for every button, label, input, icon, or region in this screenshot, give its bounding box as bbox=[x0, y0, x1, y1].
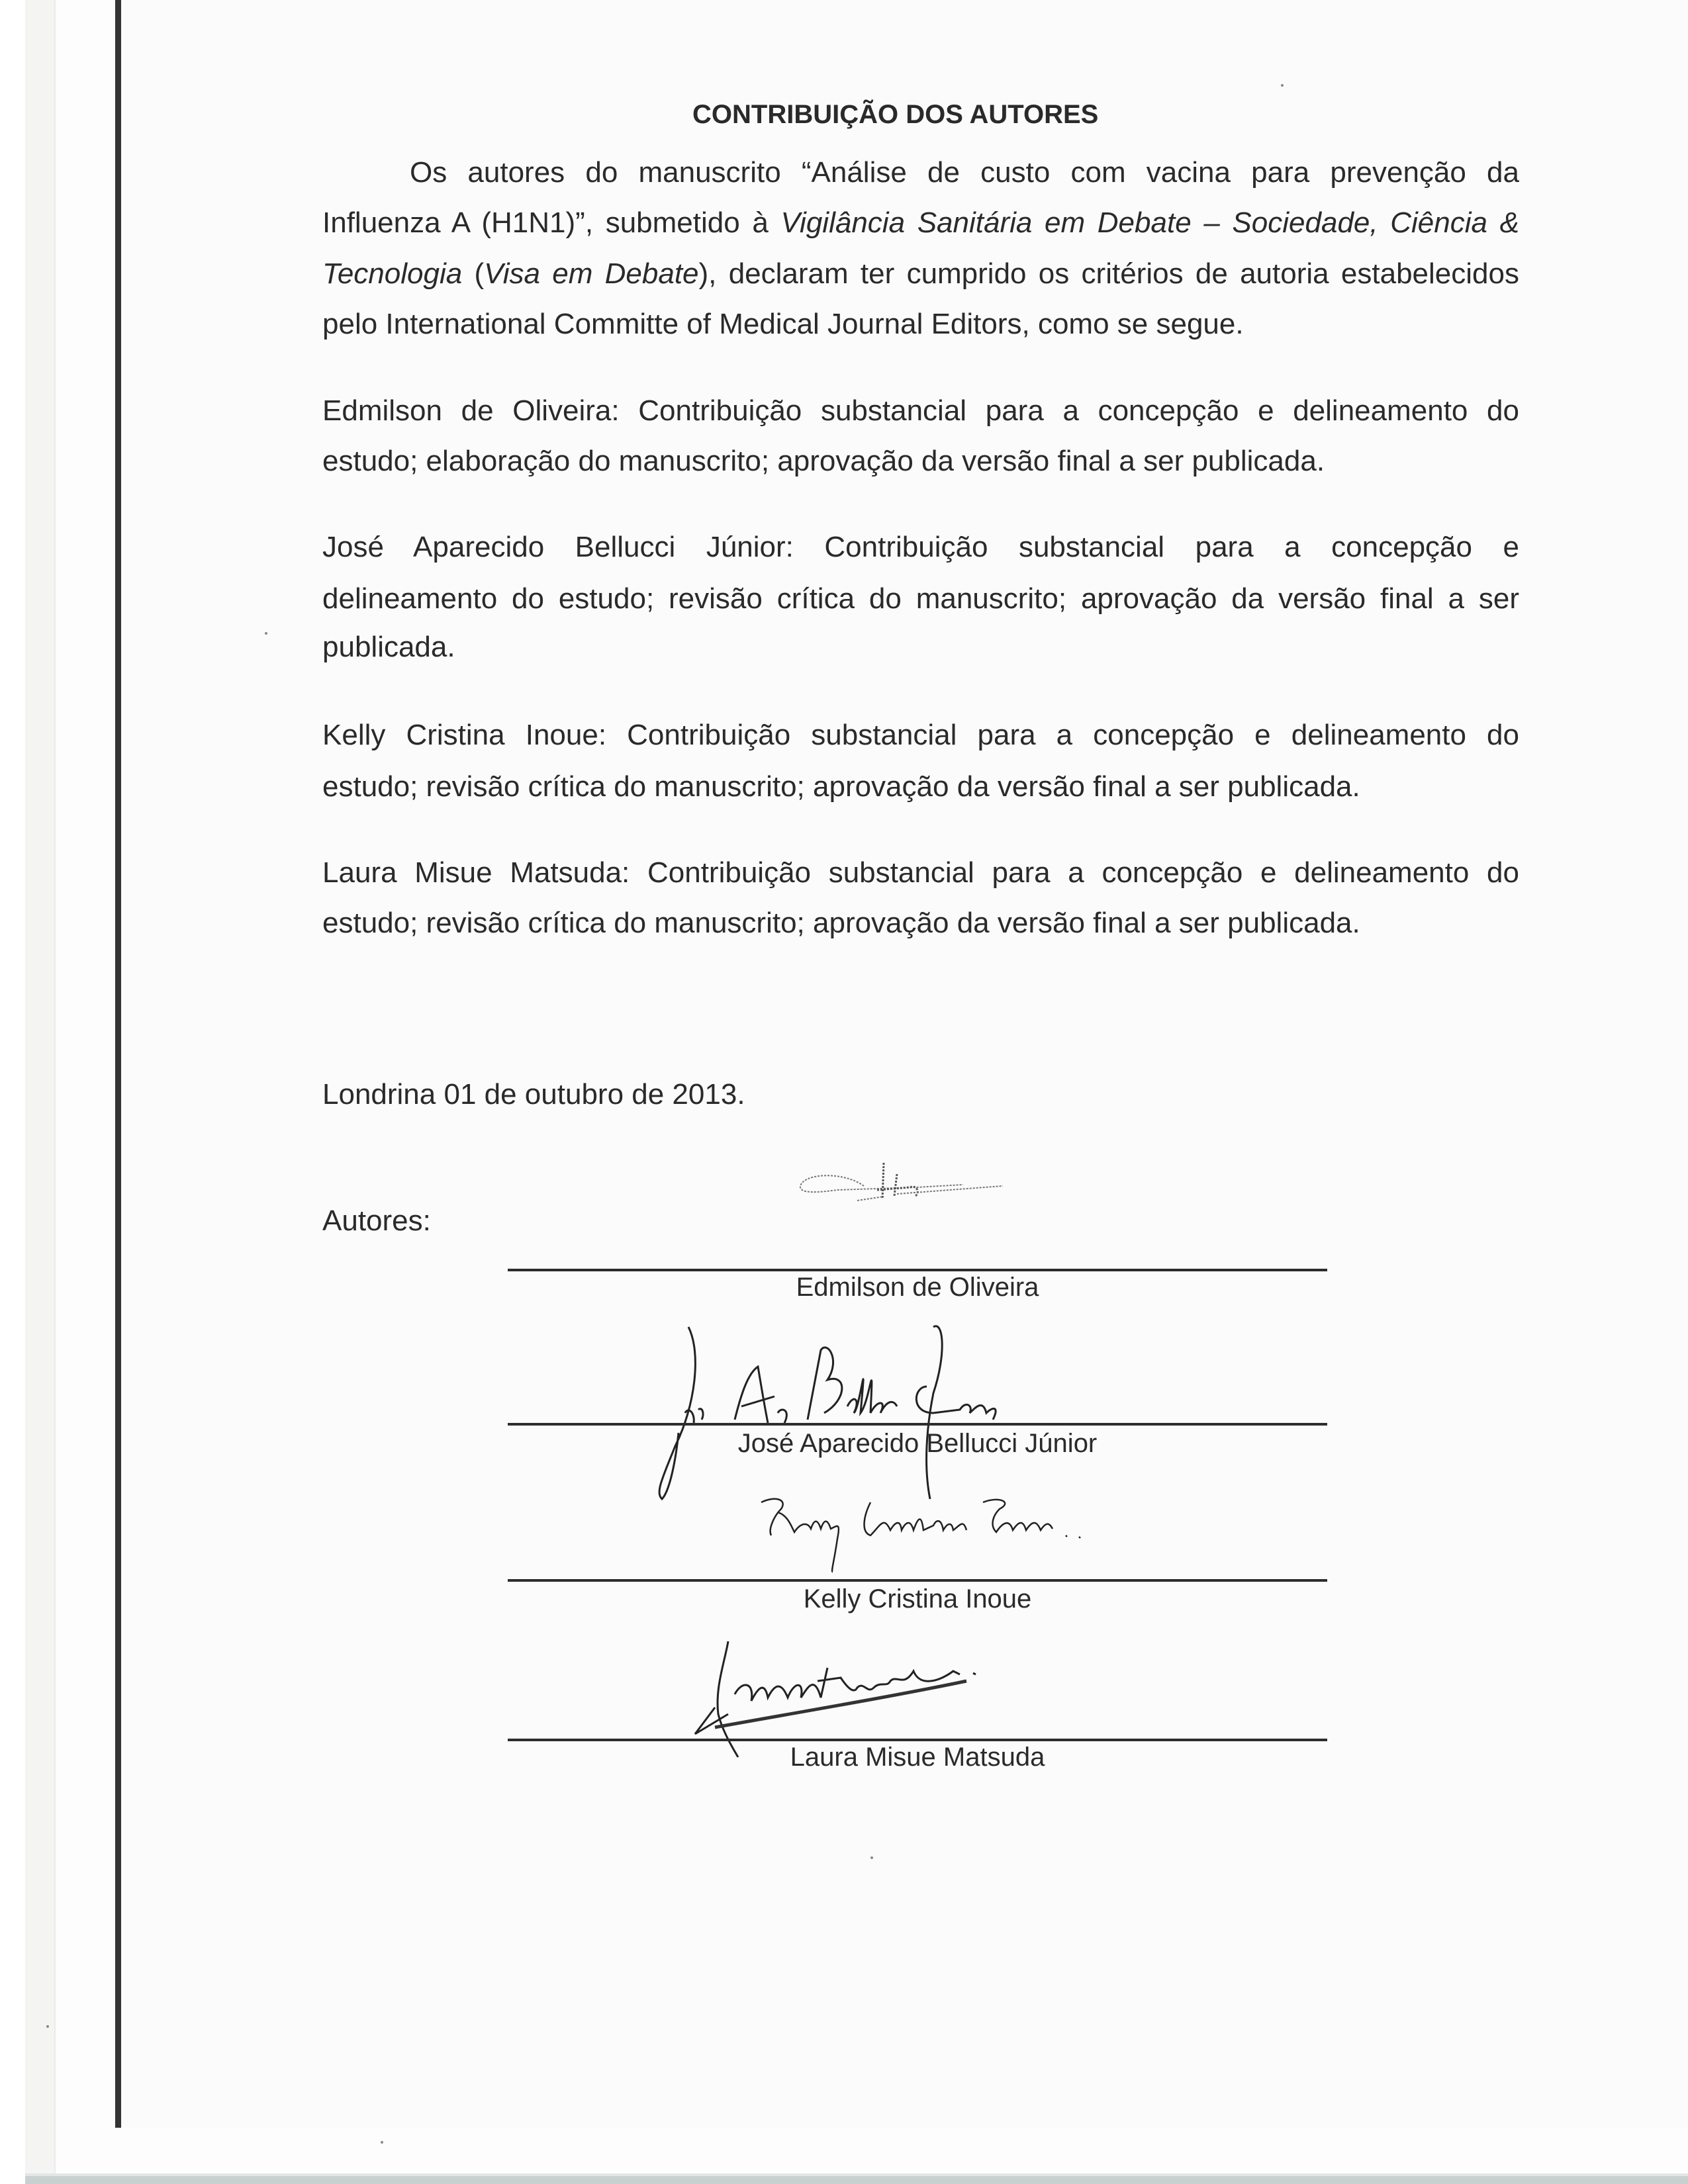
scan-margin bbox=[0, 0, 25, 2184]
document-title: CONTRIBUIÇÃO DOS AUTORES bbox=[692, 100, 1099, 129]
contribution-3-line-1: Kelly Cristina Inoue: Contribuição substancial para a concepção e delineamento do bbox=[322, 719, 1519, 751]
scan-speck bbox=[1281, 84, 1284, 87]
contribution-1-line-1: Edmilson de Oliveira: Contribuição substancial para a concepção e delineamento do bbox=[322, 394, 1519, 427]
contribution-2-line-2: delineamento do estudo; revisão crítica do manuscrito; aprovação da versão final a ser bbox=[322, 582, 1519, 615]
scan-speck bbox=[381, 2141, 383, 2144]
signature-kelly bbox=[755, 1489, 1152, 1575]
contribution-2-line-1: José Aparecido Bellucci Júnior: Contribuição substancial para a concepção e bbox=[322, 531, 1519, 563]
signatory-name-2: José Aparecido Bellucci Júnior bbox=[737, 1429, 1098, 1458]
contribution-3-line-2: estudo; revisão crítica do manuscrito; aprovação da versão final a ser publicada. bbox=[322, 770, 1360, 803]
signature-jose bbox=[649, 1314, 1125, 1512]
scan-edge-strip bbox=[25, 0, 54, 2184]
intro-line-4: pelo International Committe of Medical Journal Editors, como se segue. bbox=[322, 308, 1244, 340]
place-date: Londrina 01 de outubro de 2013. bbox=[322, 1078, 745, 1111]
contribution-4-line-1: Laura Misue Matsuda: Contribuição substancial para a concepção e delineamento do bbox=[322, 856, 1519, 889]
intro-line-1: Os autores do manuscrito “Análise de custo com vacina para prevenção da bbox=[410, 156, 1519, 189]
signature-line-2 bbox=[508, 1423, 1327, 1426]
signature-edmilson bbox=[798, 1160, 1009, 1209]
signatory-name-1: Edmilson de Oliveira bbox=[796, 1273, 1039, 1302]
scan-speck bbox=[870, 1856, 873, 1859]
intro-text-cont: ), declaram ter cumprido os critérios de autoria estabelecidos bbox=[698, 257, 1519, 290]
journal-name-cont: Tecnologia bbox=[322, 257, 463, 290]
contribution-2-line-3: publicada. bbox=[322, 631, 455, 663]
scan-fold-line bbox=[54, 0, 56, 2184]
scan-bottom-edge bbox=[25, 2176, 1688, 2184]
scan-speck bbox=[265, 632, 267, 635]
scan-speck bbox=[46, 2025, 49, 2028]
intro-line-2 bbox=[322, 203, 1519, 243]
intro-line-3 bbox=[322, 254, 1519, 294]
authors-label: Autores: bbox=[322, 1205, 431, 1237]
contribution-1-line-2: estudo; elaboração do manuscrito; aprovação da versão final a ser publicada. bbox=[322, 445, 1325, 477]
intro-text: Influenza A (H1N1)”, submetido à bbox=[322, 206, 781, 239]
binding-bar bbox=[115, 0, 121, 2128]
signatory-name-3: Kelly Cristina Inoue bbox=[803, 1584, 1032, 1614]
contribution-4-line-2: estudo; revisão crítica do manuscrito; aprovação da versão final a ser publicada. bbox=[322, 907, 1360, 939]
journal-short-name: Visa em Debate bbox=[484, 257, 699, 290]
paren-open: ( bbox=[462, 257, 485, 290]
signatory-name-4: Laura Misue Matsuda bbox=[790, 1743, 1045, 1772]
signature-line-3 bbox=[508, 1579, 1327, 1582]
journal-name: Vigilância Sanitária em Debate – Sociedade, Ciência & bbox=[780, 206, 1520, 239]
